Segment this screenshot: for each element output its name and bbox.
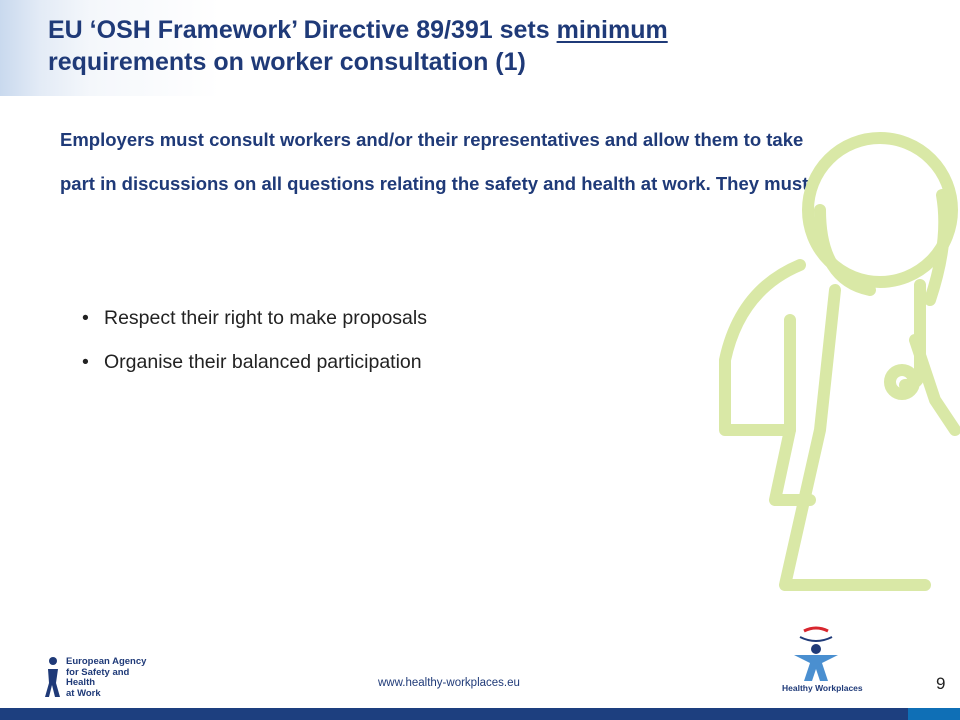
healthy-workplaces-logo-text: Healthy Workplaces — [782, 683, 863, 693]
healthy-workplaces-figure-icon — [776, 625, 856, 683]
title-underlined-word: minimum — [556, 16, 668, 44]
slide-title: EU ‘OSH Framework’ Directive 89/391 sets minimum requirements on worker consultation (1) — [48, 16, 668, 76]
intro-paragraph: Employers must consult workers and/or their representatives and allow them to take part in discussions on all questions relating the safety and health at work. They must: — [60, 129, 815, 194]
eu-osha-figure-icon — [44, 655, 62, 699]
healthy-workplaces-logo — [776, 625, 863, 695]
doctor-figure-illustration — [680, 100, 960, 600]
bullet-item: • Organise their balanced participation — [82, 351, 422, 373]
bullet-list — [82, 296, 427, 384]
footer-bar — [0, 708, 960, 720]
eu-osha-logo-text: European Agency for Safety and Health at Work — [66, 656, 147, 699]
bullet-item: • Respect their right to make proposals — [82, 307, 427, 329]
page-number: 9 — [936, 674, 946, 693]
eu-osha-logo — [44, 655, 154, 703]
footer-bar-accent — [908, 708, 960, 720]
footer-url[interactable]: www.healthy-workplaces.eu — [378, 677, 520, 689]
